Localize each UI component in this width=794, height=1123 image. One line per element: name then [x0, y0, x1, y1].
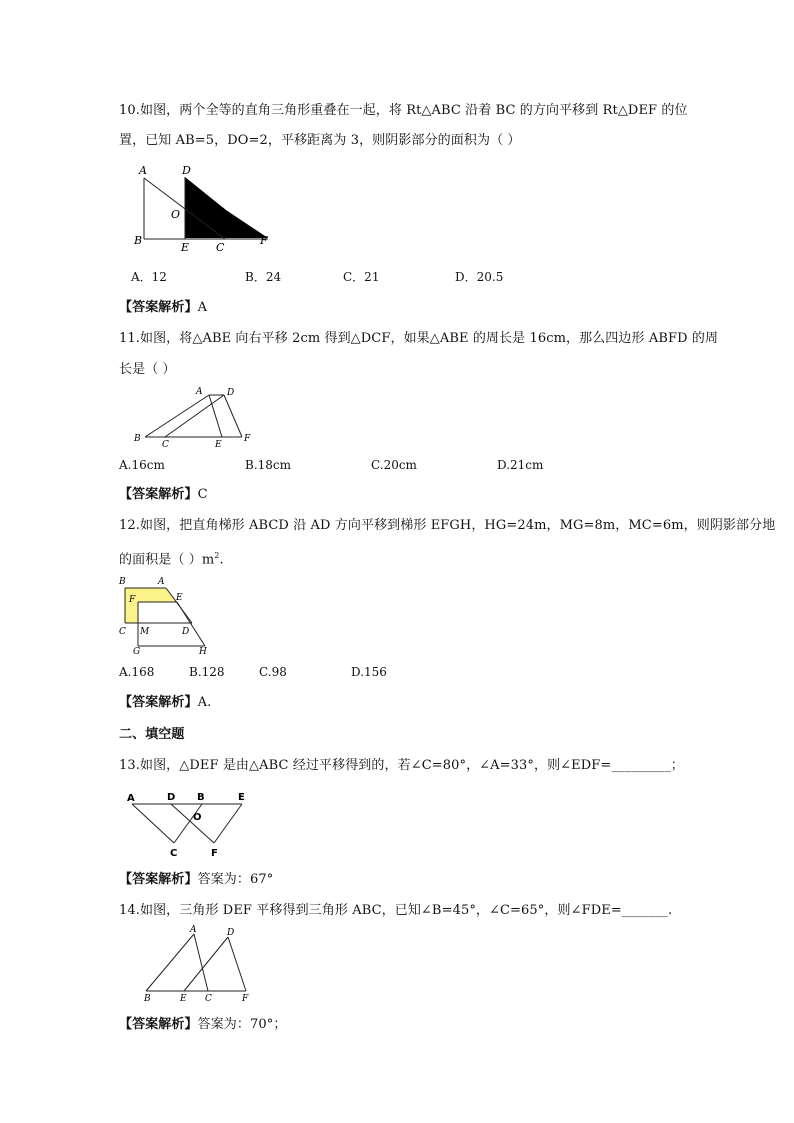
q10-answer-value: A: [197, 300, 208, 315]
q11-label-e: E: [215, 440, 222, 450]
q12-choice-b: B.128: [189, 665, 225, 679]
q10-label-c: C: [216, 241, 225, 254]
q14-line-ac: [194, 934, 208, 991]
q13-label-b: B: [197, 792, 205, 803]
q11-choice-d: D.21cm: [497, 458, 544, 472]
q14-label-a: A: [190, 925, 197, 935]
q14-answer: [119, 1015, 286, 1035]
q10-answer: [119, 298, 207, 318]
q13-answer-value: 答案为：67°: [197, 872, 274, 887]
q12-label-h: H: [199, 647, 207, 656]
q10-label-b: B: [134, 234, 143, 247]
q13-label-d: D: [167, 792, 176, 803]
q14-text-line-1: 14.如图，三角形 DEF 平移得到三角形 ABC，已知∠B=45°，∠C=65°，则∠FDE=_______.: [119, 903, 673, 918]
q10-shaded-triangle: [185, 177, 268, 238]
q13-label-c: C: [170, 848, 178, 858]
q13-line-cb: [174, 804, 202, 843]
q12-label-e: E: [176, 593, 183, 603]
q13-line-df: [171, 804, 214, 843]
q12-choice-c: C.98: [259, 665, 287, 679]
q13-answer-label: 【答案解析】: [119, 872, 198, 887]
q11-choices: [119, 456, 619, 474]
q10-choice-d: D．20.5: [455, 270, 504, 284]
q10-text-line-1: 10.如图，两个全等的直角三角形重叠在一起，将 Rt△ABC 沿着 BC 的方向平移到 Rt△DEF 的位: [119, 103, 688, 118]
q11-label-b: B: [134, 434, 141, 444]
q13-label-f: F: [211, 848, 218, 858]
q14-line-df: [228, 937, 246, 991]
q12-label-d: D: [182, 627, 190, 637]
q10-label-a: A: [139, 164, 147, 177]
q10-label-o: O: [171, 208, 181, 221]
q13-figure: [124, 786, 256, 858]
q13-label-a: A: [127, 793, 135, 804]
q12-choice-a: A.168: [119, 665, 155, 679]
q11-text-line-1: 11.如图，将△ABE 向右平移 2cm 得到△DCF，如果△ABE 的周长是 16cm，那么四边形 ABFD 的周: [119, 331, 719, 346]
q14-label-d: D: [227, 928, 235, 938]
q14-line-ba: [146, 934, 194, 991]
q10-text-line-2: 置，已知 AB=5，DO=2，平移距离为 3，则阴影部分的面积为（ ）: [119, 133, 521, 148]
q14-label-b: B: [144, 994, 151, 1004]
q10-choices: [131, 268, 631, 286]
q11-label-a: A: [196, 387, 203, 397]
q12-answer-value: A.: [197, 695, 212, 710]
q11-answer-label: 【答案解析】: [119, 487, 198, 502]
q11-answer: [119, 485, 208, 505]
q10-label-d: D: [182, 164, 191, 177]
q11-choice-b: B.18cm: [245, 458, 292, 472]
q14-label-e: E: [180, 994, 187, 1004]
q14-figure: [136, 924, 260, 1004]
q11-line-df: [224, 395, 242, 437]
q13-label-o: O: [193, 812, 202, 823]
q12-line-eh: [177, 602, 205, 646]
q10-label-f: F: [260, 234, 268, 247]
q12-choices: [119, 663, 619, 681]
q12-shaded-region: [125, 588, 177, 623]
q11-choice-c: C.20cm: [371, 458, 417, 472]
q14-answer-label: 【答案解析】: [119, 1017, 198, 1032]
q12-label-b: B: [119, 577, 126, 587]
q12-figure: [116, 574, 216, 656]
q14-label-c: C: [205, 994, 212, 1004]
q12-line-2-superscript: 2: [214, 551, 220, 560]
q12-answer-label: 【答案解析】: [119, 695, 198, 710]
q12-line-2-suffix: .: [219, 552, 224, 568]
section-2-title: 二、填空题: [119, 727, 185, 742]
q12-label-m: M: [140, 627, 150, 637]
q12-line-2-prefix: 的面积是（ ）m: [119, 552, 215, 568]
q12-label-g: G: [133, 647, 141, 656]
q12-text-line-2: [119, 546, 224, 570]
q12-label-c: C: [119, 627, 126, 637]
q13-line-ac: [132, 804, 174, 843]
q13-answer: [119, 870, 273, 890]
q10-choice-a: A．12: [131, 270, 167, 284]
q13-line-fe: [214, 804, 242, 843]
q13-text-line-1: 13.如图，△DEF 是由△ABC 经过平移得到的，若∠C=80°，∠A=33°，则∠EDF=_________；: [119, 758, 684, 773]
q10-answer-label: 【答案解析】: [119, 300, 198, 315]
q14-label-f: F: [242, 994, 249, 1004]
q11-choice-a: A.16cm: [119, 458, 165, 472]
q12-answer: [119, 693, 211, 713]
q11-label-f: F: [244, 434, 251, 444]
q12-label-f: F: [129, 595, 136, 605]
q11-line-ba: [145, 395, 209, 437]
q11-label-c: C: [162, 440, 169, 450]
q10-label-e: E: [181, 241, 190, 254]
q13-label-e: E: [238, 792, 245, 803]
q11-figure: [128, 384, 268, 450]
q14-answer-value: 答案为：70°；: [197, 1017, 287, 1032]
q11-text-line-2: 长是（ ）: [119, 362, 176, 377]
q10-choice-c: C．21: [343, 270, 380, 284]
q11-label-d: D: [227, 388, 235, 398]
q12-choice-d: D.156: [351, 665, 387, 679]
q10-choice-b: B．24: [245, 270, 282, 284]
q12-label-a: A: [158, 577, 165, 587]
q12-text-line-1: 12.如图，把直角梯形 ABCD 沿 AD 方向平移到梯形 EFGH，HG=24m，MG=8m，MC=6m，则阴影部分地: [119, 518, 776, 533]
q11-answer-value: C: [197, 487, 208, 502]
q10-figure: [128, 160, 276, 256]
